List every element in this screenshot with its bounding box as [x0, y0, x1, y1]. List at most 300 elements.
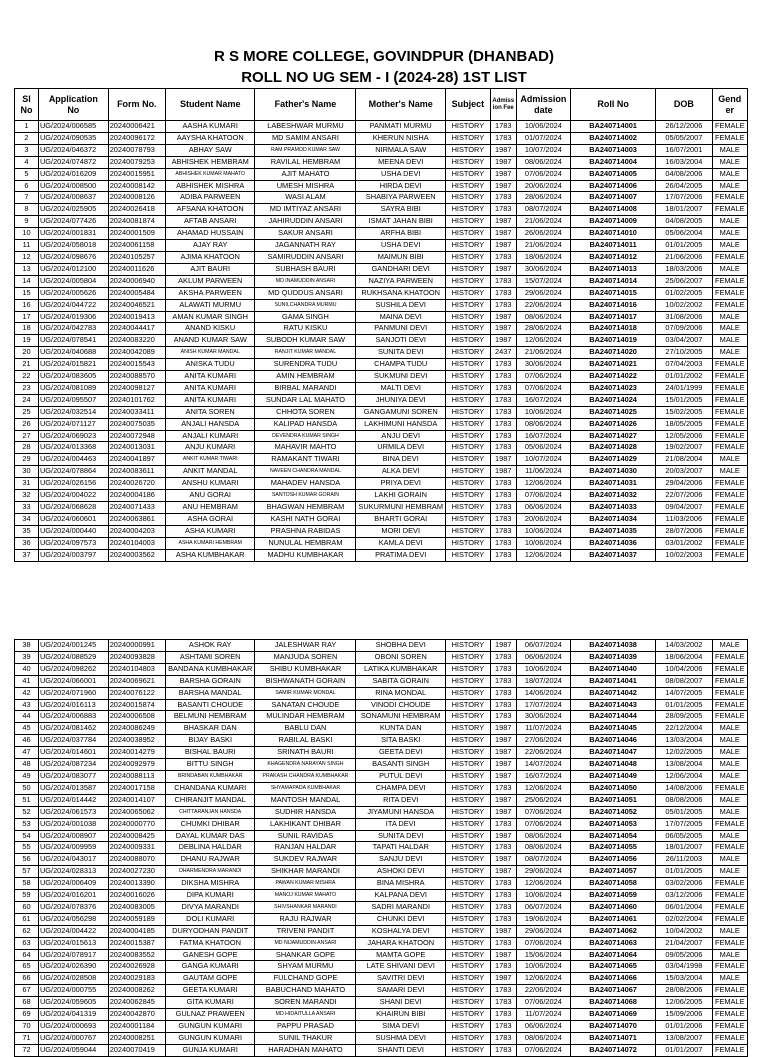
- cell-gender: FEMALE: [712, 525, 748, 537]
- cell-sl-no: 32: [15, 490, 39, 502]
- cell-application-no: UG/2024/005626: [38, 287, 108, 299]
- table-row: [15, 997, 748, 1009]
- cell-mother-name: NAZIYA PARWEEN: [356, 275, 446, 287]
- cell-admission-fee: 1987: [490, 640, 516, 652]
- cell-roll-no: BA240714054: [570, 830, 655, 842]
- cell-application-no: UG/2024/015821: [38, 359, 108, 371]
- cell-sl-no: 31: [15, 478, 39, 490]
- table-row: [15, 513, 748, 525]
- cell-subject: HISTORY: [445, 723, 490, 735]
- cell-subject: HISTORY: [445, 854, 490, 866]
- cell-mother-name: SUSHMA DEVI: [356, 1032, 446, 1044]
- cell-application-no: UG/2024/088529: [38, 651, 108, 663]
- cell-roll-no: BA240714006: [570, 180, 655, 192]
- cell-admission-date: 16/07/2024: [516, 430, 570, 442]
- table-row: [15, 394, 748, 406]
- cell-admission-date: 06/06/2024: [516, 502, 570, 514]
- cell-admission-fee: 1783: [490, 901, 516, 913]
- cell-admission-fee: 1783: [490, 1009, 516, 1021]
- cell-admission-date: 01/07/2024: [516, 132, 570, 144]
- cell-dob: 18/03/2006: [656, 263, 712, 275]
- cell-subject: HISTORY: [445, 699, 490, 711]
- cell-admission-date: 21/06/2024: [516, 240, 570, 252]
- cell-admission-date: 10/06/2024: [516, 525, 570, 537]
- cell-form-no: 20240096172: [108, 132, 165, 144]
- cell-application-no: UG/2024/001038: [38, 818, 108, 830]
- cell-form-no: 20240033411: [108, 406, 165, 418]
- cell-gender: MALE: [712, 466, 748, 478]
- cell-admission-date: 05/06/2024: [516, 442, 570, 454]
- cell-sl-no: 4: [15, 156, 39, 168]
- cell-admission-fee: 1783: [490, 842, 516, 854]
- cell-gender: MALE: [712, 156, 748, 168]
- cell-student-name: ABHAY SAW: [165, 144, 255, 156]
- table-row: [15, 651, 748, 663]
- cell-dob: 15/01/2005: [656, 394, 712, 406]
- cell-dob: 01/01/2007: [656, 1044, 712, 1056]
- cell-gender: MALE: [712, 311, 748, 323]
- cell-mother-name: SONAMUNI HEMBRAM: [356, 711, 446, 723]
- cell-mother-name: ISMAT JAHAN BIBI: [356, 216, 446, 228]
- cell-subject: HISTORY: [445, 180, 490, 192]
- cell-student-name: AJIMA KHATOON: [165, 251, 255, 263]
- col-form-no: Form No.: [108, 89, 165, 121]
- cell-admission-fee: 1783: [490, 299, 516, 311]
- cell-application-no: UG/2024/037784: [38, 735, 108, 747]
- cell-admission-date: 29/06/2024: [516, 866, 570, 878]
- cell-admission-date: 10/07/2024: [516, 144, 570, 156]
- cell-mother-name: JIYAMUNI HANSDA: [356, 806, 446, 818]
- cell-student-name: CHITTARANJAN HANSDA: [165, 806, 255, 818]
- cell-application-no: UG/2024/078376: [38, 901, 108, 913]
- table-row: [15, 1044, 748, 1056]
- cell-form-no: 20240015874: [108, 699, 165, 711]
- cell-admission-date: 29/06/2024: [516, 925, 570, 937]
- cell-application-no: UG/2024/000693: [38, 1021, 108, 1033]
- cell-sl-no: 64: [15, 949, 39, 961]
- table-row: [15, 228, 748, 240]
- cell-mother-name: NIRMALA SAW: [356, 144, 446, 156]
- cell-sl-no: 29: [15, 454, 39, 466]
- cell-application-no: UG/2024/078541: [38, 335, 108, 347]
- cell-father-name: SUBODH KUMAR SAW: [255, 335, 356, 347]
- cell-student-name: BELMUNI HEMBRAM: [165, 711, 255, 723]
- col-roll-no: Roll No: [570, 89, 655, 121]
- cell-subject: HISTORY: [445, 759, 490, 771]
- table-row: [15, 723, 748, 735]
- cell-student-name: ANISKA TUDU: [165, 359, 255, 371]
- cell-admission-fee: 1783: [490, 490, 516, 502]
- cell-father-name: SUKDEV RAJWAR: [255, 854, 356, 866]
- cell-subject: HISTORY: [445, 359, 490, 371]
- cell-dob: 28/07/2006: [656, 525, 712, 537]
- cell-admission-fee: 1987: [490, 854, 516, 866]
- cell-application-no: UG/2024/069023: [38, 430, 108, 442]
- cell-admission-fee: 1783: [490, 878, 516, 890]
- cell-sl-no: 38: [15, 640, 39, 652]
- cell-father-name: JAGANNATH RAY: [255, 240, 356, 252]
- cell-form-no: 20240083220: [108, 335, 165, 347]
- cell-subject: HISTORY: [445, 430, 490, 442]
- cell-form-no: 20240004186: [108, 490, 165, 502]
- table-row: [15, 216, 748, 228]
- cell-subject: HISTORY: [445, 240, 490, 252]
- cell-gender: FEMALE: [712, 1032, 748, 1044]
- cell-form-no: 20240071433: [108, 502, 165, 514]
- cell-application-no: UG/2024/078917: [38, 949, 108, 961]
- cell-dob: 22/12/2004: [656, 723, 712, 735]
- cell-gender: FEMALE: [712, 442, 748, 454]
- cell-mother-name: SUNITA DEVI: [356, 347, 446, 359]
- cell-subject: HISTORY: [445, 121, 490, 133]
- cell-student-name: AMAN KUMAR SINGH: [165, 311, 255, 323]
- cell-mother-name: MAINA DEVI: [356, 311, 446, 323]
- cell-mother-name: ALKA DEVI: [356, 466, 446, 478]
- cell-application-no: UG/2024/001245: [38, 640, 108, 652]
- cell-mother-name: MEENA DEVI: [356, 156, 446, 168]
- cell-subject: HISTORY: [445, 549, 490, 561]
- cell-dob: 21/06/2006: [656, 251, 712, 263]
- cell-form-no: 20240014107: [108, 794, 165, 806]
- cell-mother-name: SIMA DEVI: [356, 1021, 446, 1033]
- cell-admission-fee: 1783: [490, 537, 516, 549]
- table-row: [15, 442, 748, 454]
- cell-roll-no: BA240714001: [570, 121, 655, 133]
- cell-roll-no: BA240714041: [570, 675, 655, 687]
- cell-sl-no: 65: [15, 961, 39, 973]
- cell-mother-name: SHANTI DEVI: [356, 1044, 446, 1056]
- cell-father-name: PRASHNA RABIDAS: [255, 525, 356, 537]
- cell-father-name: MADHU KUMBHAKAR: [255, 549, 356, 561]
- cell-form-no: 20240029183: [108, 973, 165, 985]
- cell-admission-date: 11/06/2024: [516, 466, 570, 478]
- cell-father-name: KALIPAD HANSDA: [255, 418, 356, 430]
- cell-father-name: BHAGWAN HEMBRAM: [255, 502, 356, 514]
- cell-admission-fee: 1783: [490, 818, 516, 830]
- cell-subject: HISTORY: [445, 830, 490, 842]
- cell-dob: 16/03/2004: [656, 156, 712, 168]
- table-row: [15, 663, 748, 675]
- cell-sl-no: 53: [15, 818, 39, 830]
- col-gender: Gend er: [712, 89, 748, 121]
- cell-dob: 08/08/2007: [656, 675, 712, 687]
- cell-admission-date: 12/06/2024: [516, 878, 570, 890]
- cell-mother-name: MALTI DEVI: [356, 382, 446, 394]
- cell-mother-name: LATIKA KUMBHAKAR: [356, 663, 446, 675]
- cell-application-no: UG/2024/071127: [38, 418, 108, 430]
- cell-roll-no: BA240714005: [570, 168, 655, 180]
- cell-admission-fee: 1783: [490, 1032, 516, 1044]
- cell-admission-date: 07/06/2024: [516, 371, 570, 383]
- cell-application-no: UG/2024/015613: [38, 937, 108, 949]
- cell-admission-date: 21/06/2024: [516, 347, 570, 359]
- cell-form-no: 20240088113: [108, 770, 165, 782]
- table-row: [15, 759, 748, 771]
- cell-admission-date: 08/06/2024: [516, 842, 570, 854]
- cell-mother-name: SANJOTI DEVI: [356, 335, 446, 347]
- cell-subject: HISTORY: [445, 782, 490, 794]
- cell-admission-fee: 1783: [490, 513, 516, 525]
- cell-dob: 03/12/2006: [656, 890, 712, 902]
- cell-sl-no: 25: [15, 406, 39, 418]
- table-row: [15, 1032, 748, 1044]
- cell-dob: 01/02/2005: [656, 287, 712, 299]
- cell-subject: HISTORY: [445, 878, 490, 890]
- cell-student-name: DHANU RAJWAR: [165, 854, 255, 866]
- cell-roll-no: BA240714025: [570, 406, 655, 418]
- cell-form-no: 20240006421: [108, 121, 165, 133]
- cell-roll-no: BA240714062: [570, 925, 655, 937]
- cell-subject: HISTORY: [445, 228, 490, 240]
- cell-form-no: 20240062845: [108, 997, 165, 1009]
- cell-sl-no: 27: [15, 430, 39, 442]
- cell-gender: MALE: [712, 144, 748, 156]
- cell-father-name: AMIN HEMBRAM: [255, 371, 356, 383]
- cell-mother-name: SABITA GORAIN: [356, 675, 446, 687]
- cell-subject: HISTORY: [445, 466, 490, 478]
- table-row: [15, 782, 748, 794]
- cell-form-no: 20240004203: [108, 525, 165, 537]
- cell-application-no: UG/2024/097573: [38, 537, 108, 549]
- table-row: [15, 430, 748, 442]
- cell-father-name: RAJU RAJWAR: [255, 913, 356, 925]
- cell-dob: 09/04/2007: [656, 502, 712, 514]
- cell-father-name: RAVILAL HEMBRAM: [255, 156, 356, 168]
- cell-subject: HISTORY: [445, 1009, 490, 1021]
- cell-father-name: GAMA SINGH: [255, 311, 356, 323]
- cell-admission-fee: 1987: [490, 144, 516, 156]
- table-row: [15, 640, 748, 652]
- cell-application-no: UG/2024/028508: [38, 973, 108, 985]
- cell-application-no: UG/2024/042783: [38, 323, 108, 335]
- table-row: [15, 687, 748, 699]
- table-row: [15, 192, 748, 204]
- cell-subject: HISTORY: [445, 663, 490, 675]
- table-row: [15, 913, 748, 925]
- cell-gender: FEMALE: [712, 997, 748, 1009]
- cell-subject: HISTORY: [445, 216, 490, 228]
- cell-application-no: UG/2024/008500: [38, 180, 108, 192]
- cell-admission-fee: 1783: [490, 502, 516, 514]
- cell-mother-name: SHOBHA DEVI: [356, 640, 446, 652]
- cell-roll-no: BA240714051: [570, 794, 655, 806]
- cell-roll-no: BA240714064: [570, 949, 655, 961]
- cell-roll-no: BA240714013: [570, 263, 655, 275]
- cell-admission-date: 07/06/2024: [516, 168, 570, 180]
- cell-student-name: ADIBA PARWEEN: [165, 192, 255, 204]
- cell-application-no: UG/2024/059044: [38, 1044, 108, 1056]
- cell-roll-no: BA240714014: [570, 275, 655, 287]
- cell-gender: FEMALE: [712, 192, 748, 204]
- cell-admission-date: 08/07/2024: [516, 204, 570, 216]
- cell-form-no: 20240059189: [108, 913, 165, 925]
- cell-father-name: KASHI NATH GORAI: [255, 513, 356, 525]
- cell-roll-no: BA240714057: [570, 866, 655, 878]
- cell-subject: HISTORY: [445, 144, 490, 156]
- cell-gender: FEMALE: [712, 711, 748, 723]
- cell-subject: HISTORY: [445, 925, 490, 937]
- cell-mother-name: KHERUN NISHA: [356, 132, 446, 144]
- cell-father-name: BABLU DAN: [255, 723, 356, 735]
- cell-subject: HISTORY: [445, 537, 490, 549]
- cell-sl-no: 13: [15, 263, 39, 275]
- cell-father-name: SAMIRUDDIN ANSARI: [255, 251, 356, 263]
- cell-admission-date: 14/07/2024: [516, 759, 570, 771]
- cell-form-no: 20240026418: [108, 204, 165, 216]
- cell-father-name: PRAKASH CHANDRA KUMBHAKAR: [255, 770, 356, 782]
- cell-admission-date: 10/06/2024: [516, 961, 570, 973]
- cell-sl-no: 56: [15, 854, 39, 866]
- cell-gender: FEMALE: [712, 818, 748, 830]
- cell-application-no: UG/2024/068628: [38, 502, 108, 514]
- college-title: R S MORE COLLEGE, GOVINDPUR (DHANBAD): [213, 48, 554, 65]
- cell-subject: HISTORY: [445, 132, 490, 144]
- cell-student-name: BISHAL BAURI: [165, 747, 255, 759]
- cell-mother-name: CHAMPA DEVI: [356, 782, 446, 794]
- cell-dob: 24/01/1999: [656, 382, 712, 394]
- cell-gender: FEMALE: [712, 513, 748, 525]
- cell-gender: MALE: [712, 335, 748, 347]
- cell-gender: MALE: [712, 973, 748, 985]
- cell-admission-date: 08/06/2024: [516, 418, 570, 430]
- cell-subject: HISTORY: [445, 502, 490, 514]
- cell-application-no: UG/2024/078864: [38, 466, 108, 478]
- cell-roll-no: BA240714028: [570, 442, 655, 454]
- table-row: [15, 347, 748, 359]
- cell-admission-date: 07/06/2024: [516, 818, 570, 830]
- cell-gender: FEMALE: [712, 359, 748, 371]
- cell-subject: HISTORY: [445, 287, 490, 299]
- cell-sl-no: 46: [15, 735, 39, 747]
- cell-subject: HISTORY: [445, 794, 490, 806]
- table-row: [15, 890, 748, 902]
- cell-sl-no: 37: [15, 549, 39, 561]
- cell-gender: FEMALE: [712, 842, 748, 854]
- cell-sl-no: 19: [15, 335, 39, 347]
- cell-dob: 21/04/2007: [656, 937, 712, 949]
- cell-roll-no: BA240714037: [570, 549, 655, 561]
- cell-admission-date: 18/06/2024: [516, 251, 570, 263]
- cell-application-no: UG/2024/071960: [38, 687, 108, 699]
- table-row: [15, 735, 748, 747]
- roll-table-page-2: [14, 639, 748, 1057]
- cell-admission-fee: 1783: [490, 1021, 516, 1033]
- cell-application-no: UG/2024/028313: [38, 866, 108, 878]
- cell-father-name: SAKUR ANSARI: [255, 228, 356, 240]
- cell-form-no: 20240092979: [108, 759, 165, 771]
- cell-admission-date: 10/07/2024: [516, 454, 570, 466]
- cell-sl-no: 72: [15, 1044, 39, 1056]
- cell-application-no: UG/2024/060601: [38, 513, 108, 525]
- cell-dob: 12/06/2004: [656, 770, 712, 782]
- cell-gender: FEMALE: [712, 890, 748, 902]
- cell-admission-date: 10/06/2024: [516, 890, 570, 902]
- table-row: [15, 770, 748, 782]
- cell-mother-name: OBONI SOREN: [356, 651, 446, 663]
- cell-admission-fee: 1783: [490, 937, 516, 949]
- cell-subject: HISTORY: [445, 901, 490, 913]
- cell-admission-date: 27/06/2024: [516, 735, 570, 747]
- cell-sl-no: 58: [15, 878, 39, 890]
- cell-student-name: AKLUM PARWEEN: [165, 275, 255, 287]
- cell-father-name: RABILAL BASKI: [255, 735, 356, 747]
- cell-application-no: UG/2024/009959: [38, 842, 108, 854]
- cell-student-name: ANU HEMBRAM: [165, 502, 255, 514]
- cell-roll-no: BA240714061: [570, 913, 655, 925]
- cell-admission-date: 08/06/2024: [516, 1032, 570, 1044]
- cell-roll-no: BA240714072: [570, 1044, 655, 1056]
- cell-dob: 26/11/2003: [656, 854, 712, 866]
- cell-father-name: SUNIL RAVIDAS: [255, 830, 356, 842]
- cell-form-no: 20240041897: [108, 454, 165, 466]
- cell-student-name: DURYODHAN PANDIT: [165, 925, 255, 937]
- table-row: [15, 830, 748, 842]
- cell-sl-no: 6: [15, 180, 39, 192]
- cell-mother-name: VINODI CHOUDE: [356, 699, 446, 711]
- cell-roll-no: BA240714039: [570, 651, 655, 663]
- cell-father-name: MAHADEV HANSDA: [255, 478, 356, 490]
- cell-admission-date: 10/06/2024: [516, 663, 570, 675]
- cell-sl-no: 20: [15, 347, 39, 359]
- cell-gender: MALE: [712, 216, 748, 228]
- cell-roll-no: BA240714045: [570, 723, 655, 735]
- cell-dob: 12/02/2005: [656, 747, 712, 759]
- cell-student-name: GUNGUN KUMARI: [165, 1032, 255, 1044]
- cell-roll-no: BA240714012: [570, 251, 655, 263]
- cell-application-no: UG/2024/026156: [38, 478, 108, 490]
- cell-subject: HISTORY: [445, 985, 490, 997]
- cell-roll-no: BA240714049: [570, 770, 655, 782]
- cell-student-name: GEETA KUMARI: [165, 985, 255, 997]
- cell-admission-fee: 1987: [490, 925, 516, 937]
- cell-dob: 26/04/2005: [656, 180, 712, 192]
- cell-roll-no: BA240714056: [570, 854, 655, 866]
- cell-sl-no: 48: [15, 759, 39, 771]
- col-mother-name: Mother's Name: [356, 89, 446, 121]
- cell-student-name: GANGA KUMARI: [165, 961, 255, 973]
- cell-gender: MALE: [712, 323, 748, 335]
- cell-sl-no: 5: [15, 168, 39, 180]
- cell-admission-fee: 1783: [490, 890, 516, 902]
- table-row: [15, 901, 748, 913]
- cell-admission-fee: 1783: [490, 782, 516, 794]
- cell-admission-date: 17/07/2024: [516, 699, 570, 711]
- cell-application-no: UG/2024/006883: [38, 711, 108, 723]
- cell-sl-no: 71: [15, 1032, 39, 1044]
- roll-table-page-1: [14, 88, 748, 562]
- cell-subject: HISTORY: [445, 640, 490, 652]
- cell-mother-name: GANDHARI DEVI: [356, 263, 446, 275]
- cell-subject: HISTORY: [445, 275, 490, 287]
- cell-application-no: UG/2024/000767: [38, 1032, 108, 1044]
- cell-admission-date: 20/06/2024: [516, 513, 570, 525]
- cell-form-no: 20240038952: [108, 735, 165, 747]
- cell-admission-fee: 1783: [490, 687, 516, 699]
- cell-father-name: TRIVENI PANDIT: [255, 925, 356, 937]
- cell-admission-date: 08/06/2024: [516, 156, 570, 168]
- cell-admission-date: 28/06/2024: [516, 192, 570, 204]
- cell-subject: HISTORY: [445, 490, 490, 502]
- cell-application-no: UG/2024/019306: [38, 311, 108, 323]
- cell-gender: FEMALE: [712, 549, 748, 561]
- cell-dob: 20/03/2007: [656, 466, 712, 478]
- cell-admission-date: 18/07/2024: [516, 675, 570, 687]
- cell-sl-no: 11: [15, 240, 39, 252]
- cell-form-no: 20240013031: [108, 442, 165, 454]
- cell-roll-no: BA240714026: [570, 418, 655, 430]
- cell-father-name: SANTOSH KUMAR GORAIN: [255, 490, 356, 502]
- cell-mother-name: GANGAMUNI SOREN: [356, 406, 446, 418]
